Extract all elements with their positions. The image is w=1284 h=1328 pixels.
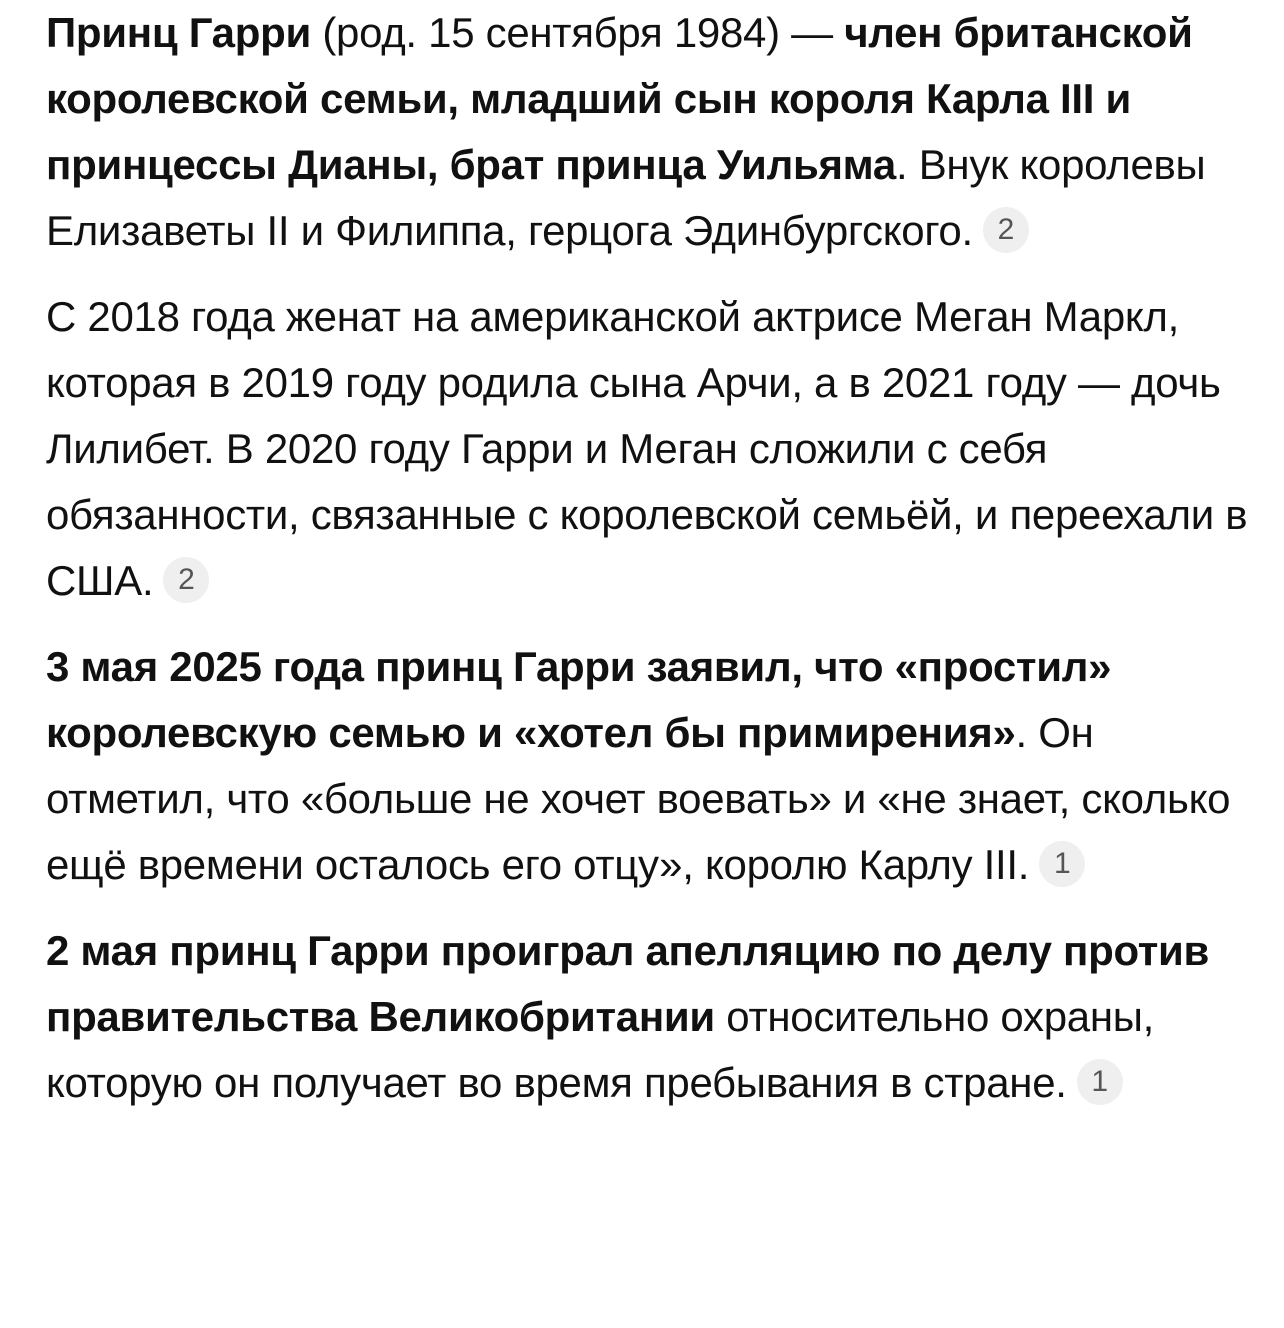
text-segment: . Он отметил, что «больше не хочет воевать» и «не знает, сколько ещё времени осталось его отцу», королю Карлу III.: [46, 709, 1231, 888]
paragraph-biography: [46, 0, 1256, 264]
source-reference-badge[interactable]: 1: [1077, 1059, 1123, 1105]
text-segment: (род. 15 сентября 1984) —: [310, 9, 845, 56]
paragraph-reconciliation: [46, 634, 1256, 898]
text-segment: С 2018 года женат на американской актрисе Меган Маркл, которая в 2019 году родила сына Арчи, а в 2021 году — дочь Лилибет. В 2020 году Гарри и Меган сложили с себя обязанности, связанные с королевской семьёй, и переехали в США.: [46, 293, 1248, 604]
text-segment: 2 мая принц Гарри проиграл апелляцию по делу против правительства Великобритании: [46, 927, 1210, 1040]
source-reference-badge[interactable]: 2: [163, 557, 209, 603]
text-segment: относительно охраны, которую он получает во время пребывания в стране.: [46, 993, 1154, 1106]
source-reference-badge[interactable]: 1: [1039, 841, 1085, 887]
answer-text: [46, 0, 1256, 1136]
paragraph-marriage: [46, 284, 1256, 614]
text-segment: член британской королевской семьи, младший сын короля Карла III и принцессы Дианы, брат принца Уильяма: [46, 9, 1193, 188]
text-segment: 3 мая 2025 года принц Гарри заявил, что «простил» королевскую семью и «хотел бы примирения»: [46, 643, 1112, 756]
paragraph-appeal: [46, 918, 1256, 1116]
text-segment: Принц Гарри: [46, 9, 311, 56]
source-reference-badge[interactable]: 2: [983, 207, 1029, 253]
text-segment: . Внук королевы Елизаветы II и Филиппа, герцога Эдинбургского.: [46, 141, 1206, 254]
